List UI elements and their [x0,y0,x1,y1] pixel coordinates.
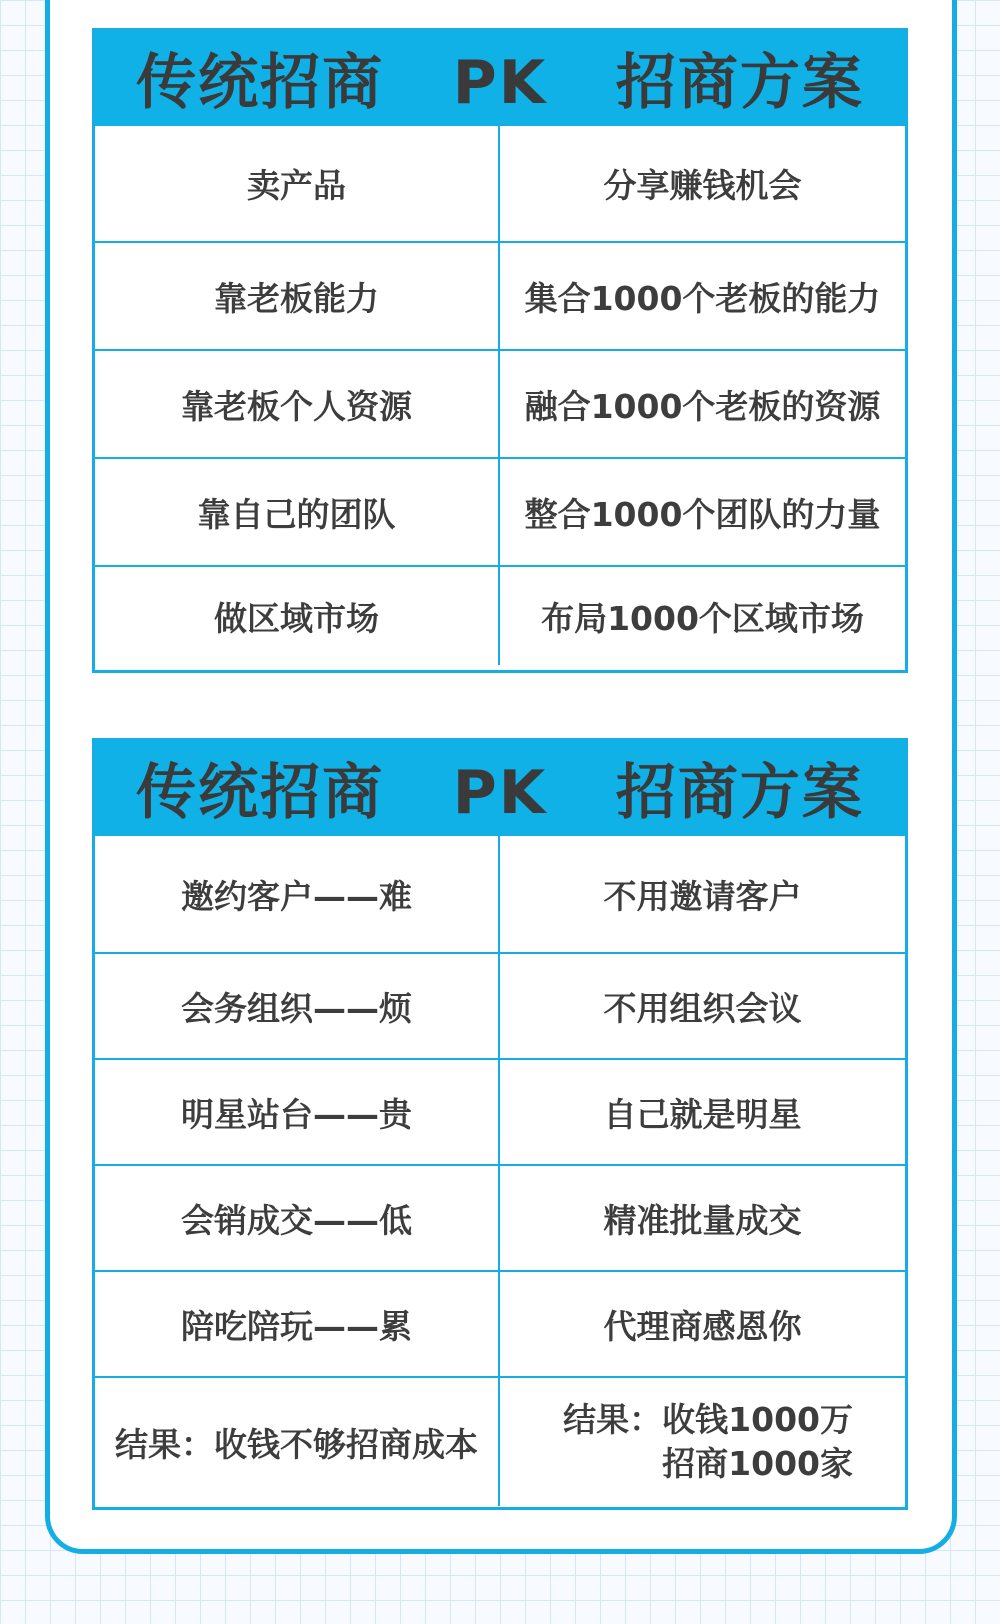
result-row [95,1376,905,1506]
solution-cell: 自己就是明星 [603,1094,802,1134]
table-row [95,1058,905,1164]
solution-cell: 融合1000个老板的资源 [524,386,881,426]
result-line-2: 招商1000家 [662,1444,853,1483]
result-line-1: 结果：收钱1000万 [563,1400,853,1439]
table-row [95,241,905,349]
table-row [95,1270,905,1376]
traditional-cell: 陪吃陪玩——累 [95,1272,500,1376]
table-header: 传统招商 PK 招商方案 [95,741,905,834]
solution-cell: 布局1000个区域市场 [541,598,864,638]
table-row [95,565,905,665]
solution-cell: 集合1000个老板的能力 [524,278,881,318]
solution-cell: 精准批量成交 [603,1200,802,1240]
traditional-cell: 会销成交——低 [95,1166,500,1270]
traditional-cell: 靠老板个人资源 [95,351,500,457]
comparison-table-1 [92,28,908,673]
traditional-cell: 靠自己的团队 [95,459,500,565]
table-header: 传统招商 PK 招商方案 [95,31,905,124]
solution-result-cell [500,1378,905,1506]
table-row [95,124,905,241]
table-row [95,457,905,565]
solution-cell: 分享赚钱机会 [603,166,802,205]
solution-cell: 整合1000个团队的力量 [524,494,881,534]
comparison-table-2 [92,738,908,1510]
solution-cell: 代理商感恩你 [603,1306,802,1346]
table-row [95,349,905,457]
traditional-cell: 靠老板能力 [95,243,500,349]
traditional-cell: 明星站台——贵 [95,1060,500,1164]
solution-cell: 不用邀请客户 [603,876,802,916]
traditional-cell: 邀约客户——难 [95,836,500,952]
table-row [95,952,905,1058]
traditional-cell: 会务组织——烦 [95,954,500,1058]
table-row [95,834,905,952]
traditional-cell: 做区域市场 [95,567,500,665]
traditional-result-cell: 结果：收钱不够招商成本 [95,1378,500,1506]
solution-cell: 不用组织会议 [603,988,802,1028]
table-row [95,1164,905,1270]
traditional-cell: 卖产品 [95,126,500,241]
